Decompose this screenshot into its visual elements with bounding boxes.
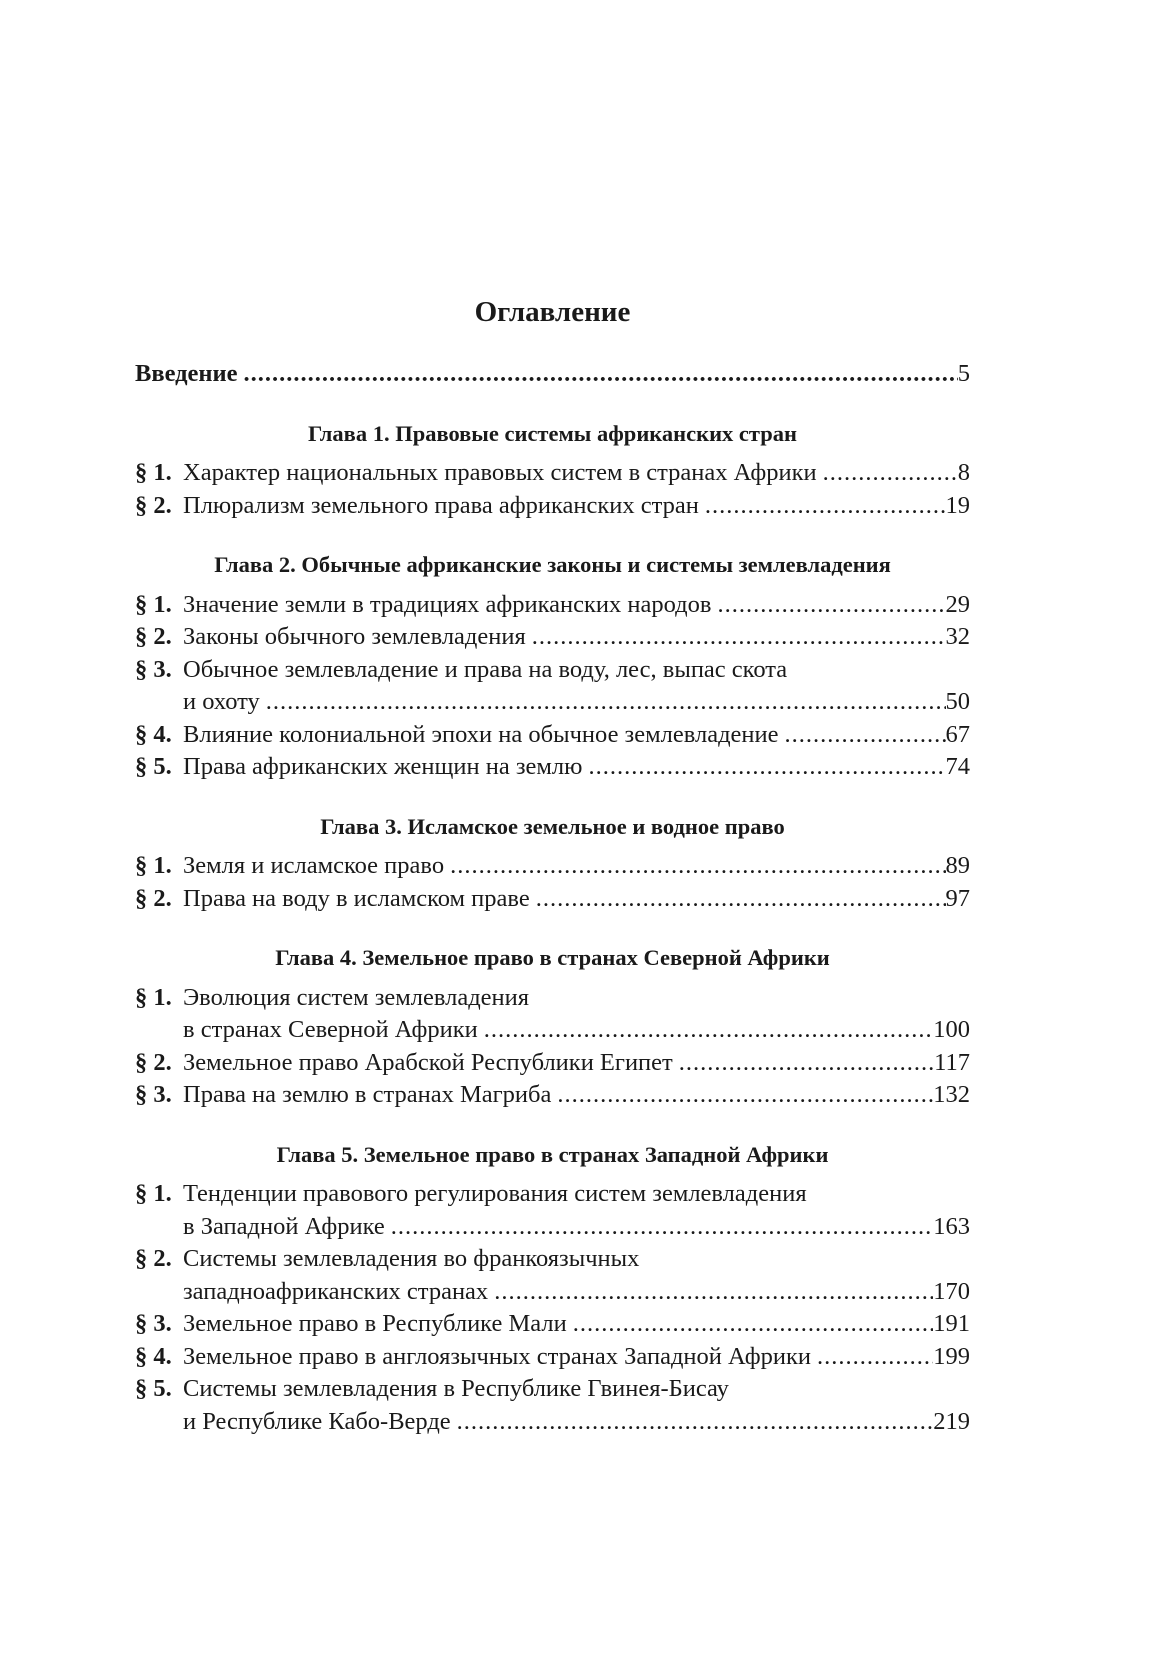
toc-entry[interactable] — [135, 982, 970, 1015]
toc-entry-label: Системы землевладения во франкоязычных — [183, 1245, 640, 1272]
toc-page-number: 219 — [933, 1407, 970, 1435]
dot-leader — [817, 457, 958, 490]
section-number: § 1. — [135, 590, 172, 618]
section-number: § 1. — [135, 983, 172, 1011]
toc-entry-intro[interactable] — [135, 358, 970, 391]
toc-entry[interactable] — [135, 1211, 970, 1244]
section-number: § 3. — [135, 1081, 172, 1108]
dot-leader — [699, 490, 946, 523]
toc-entry[interactable] — [135, 1178, 970, 1211]
toc-entry-label: Права на воду в исламском праве — [183, 884, 530, 912]
section-number: § 2. — [135, 1048, 172, 1076]
toc-entry-label: и Республике Кабо-Верде — [183, 1407, 451, 1435]
chapter-heading: Глава 2. Обычные африканские законы и системы землевладения — [214, 552, 891, 577]
chapter-heading: Глава 3. Исламское земельное и водное право — [320, 813, 785, 839]
toc-entry[interactable] — [135, 719, 970, 752]
toc-entry[interactable] — [135, 850, 970, 883]
toc-entry-label: Права африканских женщин на землю — [183, 753, 583, 780]
toc-entry-label: Введение — [135, 360, 238, 387]
toc-entry-label: Законы обычного землевладения — [183, 623, 526, 650]
indent — [135, 1014, 183, 1047]
dot-leader — [260, 686, 946, 719]
toc-page-number: 19 — [945, 491, 970, 519]
section-number: § 1. — [135, 459, 172, 486]
section-number: § 3. — [135, 655, 172, 683]
toc-entry[interactable] — [135, 1047, 970, 1080]
toc-entry[interactable] — [135, 1079, 970, 1112]
section-number: § 4. — [135, 720, 172, 748]
chapter-heading: Глава 1. Правовые системы африканских стран — [308, 420, 797, 446]
toc-entry[interactable] — [135, 1243, 970, 1276]
toc-entry[interactable] — [135, 751, 970, 784]
section-number: § 5. — [135, 753, 172, 780]
dot-leader — [582, 751, 945, 784]
dot-leader — [711, 589, 945, 622]
chapter-heading: Глава 5. Земельное право в странах Западной Африки — [276, 1141, 829, 1167]
section-number: § 1. — [135, 852, 172, 879]
toc-entry-label: Характер национальных правовых систем в странах Африки — [183, 459, 817, 486]
toc-page-number: 97 — [945, 884, 970, 912]
toc-page-number: 89 — [945, 852, 970, 879]
dot-leader — [551, 1079, 933, 1112]
toc-entry-label: Права на землю в странах Магриба — [183, 1081, 552, 1108]
toc-entry-label: и охоту — [183, 688, 260, 715]
indent — [135, 1211, 183, 1244]
toc-entry-label: Эволюция систем землевладения — [183, 983, 530, 1011]
dot-leader — [811, 1341, 933, 1374]
toc-entry-label: западноафриканских странах — [183, 1277, 489, 1305]
toc-entry[interactable] — [135, 1308, 970, 1341]
toc-entry[interactable] — [135, 589, 970, 622]
toc-entry-label: Земля и исламское право — [183, 852, 445, 879]
indent — [135, 1276, 183, 1309]
toc-entry[interactable] — [135, 457, 970, 490]
toc-page-number: 170 — [933, 1277, 970, 1305]
dot-leader — [673, 1047, 934, 1080]
section-number: § 2. — [135, 1245, 172, 1272]
toc-entry-label: Значение земли в традициях африканских народов — [183, 590, 712, 618]
toc-entry[interactable] — [135, 490, 970, 523]
dot-leader — [567, 1308, 934, 1341]
dot-leader — [238, 358, 958, 391]
toc-page-number: 117 — [934, 1048, 970, 1076]
toc-entry-label: Влияние колониальной эпохи на обычное землевладение — [183, 720, 779, 748]
dot-leader — [451, 1406, 934, 1439]
toc-page-number: 67 — [945, 720, 970, 748]
toc-entry-label: в странах Северной Африки — [183, 1016, 478, 1043]
toc-page-number: 74 — [945, 753, 970, 780]
chapters-list — [135, 418, 970, 1439]
chapter-heading: Глава 4. Земельное право в странах Северной Африки — [275, 945, 830, 970]
dot-leader — [478, 1014, 934, 1047]
toc-page-number: 163 — [933, 1212, 970, 1240]
section-number: § 5. — [135, 1375, 172, 1402]
dot-leader — [779, 719, 946, 752]
toc-page-number: 132 — [933, 1081, 970, 1108]
toc-page-number: 8 — [957, 459, 970, 486]
dot-leader — [526, 621, 946, 654]
toc-page-number: 100 — [933, 1016, 970, 1043]
indent — [135, 1406, 183, 1439]
page-title: Оглавление — [474, 296, 631, 328]
toc-entry-label: в Западной Африке — [183, 1212, 385, 1240]
dot-leader — [385, 1211, 934, 1244]
toc-entry[interactable] — [135, 621, 970, 654]
section-number: § 3. — [135, 1310, 172, 1337]
toc-page-number: 50 — [945, 688, 970, 715]
toc-entry[interactable] — [135, 686, 970, 719]
toc-entry[interactable] — [135, 1276, 970, 1309]
toc-entry-label: Плюрализм земельного права африканских стран — [183, 491, 699, 519]
toc-page-number: 32 — [945, 623, 970, 650]
dot-leader — [530, 883, 946, 916]
dot-leader — [444, 850, 945, 883]
section-number: § 2. — [135, 884, 172, 912]
toc-page-number: 5 — [957, 360, 970, 387]
toc-entry[interactable] — [135, 1341, 970, 1374]
dot-leader — [488, 1276, 933, 1309]
toc-entry[interactable] — [135, 883, 970, 916]
toc-entry[interactable] — [135, 1014, 970, 1047]
toc-entry-label: Земельное право в англоязычных странах Западной Африки — [183, 1342, 812, 1370]
toc-page-number: 191 — [933, 1310, 970, 1337]
table-of-contents — [135, 292, 970, 1438]
toc-entry[interactable] — [135, 1406, 970, 1439]
toc-entry-label: Обычное землевладение и права на воду, лес, выпас скота — [183, 655, 788, 683]
section-number: § 2. — [135, 623, 172, 650]
toc-entry[interactable] — [135, 1373, 970, 1406]
toc-page-number: 29 — [945, 590, 970, 618]
section-number: § 1. — [135, 1180, 172, 1207]
section-number: § 2. — [135, 491, 172, 519]
toc-entry[interactable] — [135, 654, 970, 687]
toc-page-number: 199 — [933, 1342, 970, 1370]
toc-entry-label: Системы землевладения в Республике Гвинея-Бисау — [183, 1375, 729, 1402]
indent — [135, 686, 183, 719]
toc-entry-label: Земельное право Арабской Республики Египет — [183, 1048, 673, 1076]
toc-entry-label: Тенденции правового регулирования систем землевладения — [183, 1180, 807, 1207]
section-number: § 4. — [135, 1342, 172, 1370]
toc-entry-label: Земельное право в Республике Мали — [183, 1310, 567, 1337]
